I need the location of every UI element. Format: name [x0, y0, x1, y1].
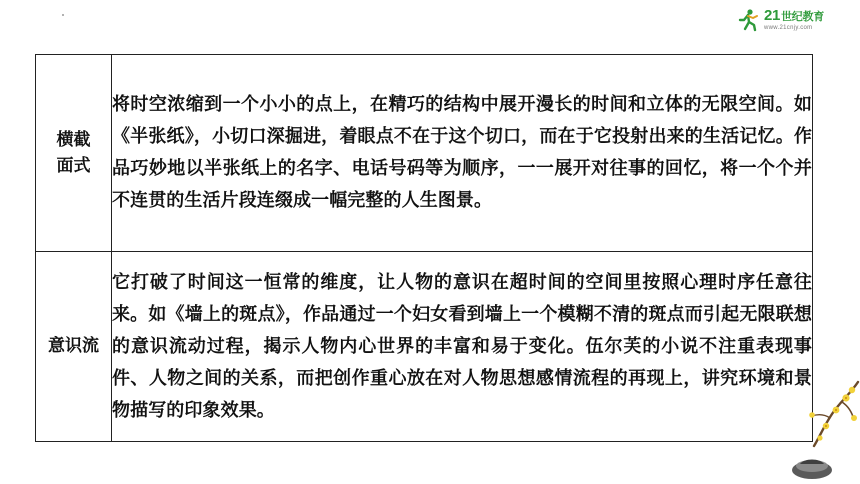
table-row: [36, 55, 813, 252]
running-person-icon: [736, 8, 760, 32]
row-label: 意识流: [48, 336, 99, 357]
row-label-cell: [36, 252, 112, 442]
logo-text: [764, 8, 824, 31]
brand-logo: [736, 8, 848, 40]
row-description: 将时空浓缩到一个小小的点上，在精巧的结构中展开漫长的时间和立体的无限空间。如《半张纸》，小切口深掘进，着眼点不在于这个切口，而在于它投射出来的生活记忆。作品巧妙地以半张纸上的名字、电话号码等为顺序，一一展开对往事的回忆，将一个个并不连贯的生活片段连缀成一幅完整的人生图景。: [112, 55, 813, 252]
plum-blossom-icon: [760, 380, 860, 484]
logo-url: www.21cnjy.com: [764, 25, 813, 31]
table-row: [36, 252, 813, 442]
row-label-cell: [36, 55, 112, 252]
logo-number: 21: [764, 7, 781, 24]
row-label: 横截面式: [56, 129, 91, 176]
content-table: [35, 54, 813, 442]
logo-chinese: 世纪教育: [781, 11, 824, 23]
row-description: 它打破了时间这一恒常的维度，让人物的意识在超时间的空间里按照心理时序任意往来。如《墙上的斑点》，作品通过一个妇女看到墙上一个模糊不清的斑点而引起无限联想的意识流动过程，揭示人物内心世界的丰富和易于变化。伍尔芙的小说不注重表现事件、人物之间的关系，而把创作重心放在对人物思想感情流程的再现上，讲究环境和景物描写的印象效果。: [112, 252, 813, 442]
logo-main: [764, 8, 824, 23]
top-dot: [62, 14, 64, 16]
